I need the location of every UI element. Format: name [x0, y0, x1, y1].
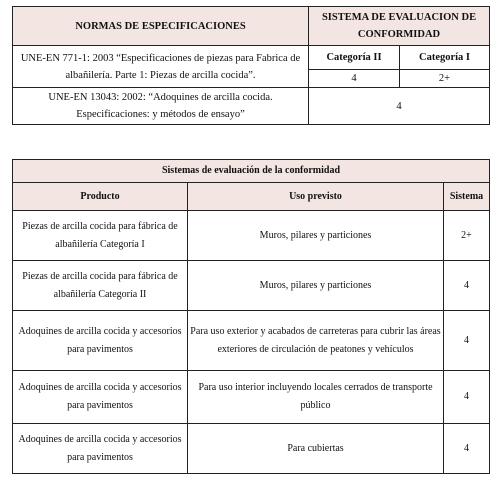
conformity-evaluation-table	[12, 159, 490, 474]
sistema-header: Sistema	[444, 183, 490, 211]
category-i-header: Categoría I	[400, 46, 490, 70]
table-row	[13, 211, 490, 261]
norms-header: NORMAS DE ESPECIFICACIONES	[13, 7, 309, 46]
uso-cell: Muros, pilares y particiones	[188, 261, 444, 311]
uso-cell: Para uso exterior y acabados de carreteras para cubrir las áreas exteriores de circulación de peatones y vehículos	[188, 311, 444, 371]
table-title: Sistemas de evaluación de la conformidad	[13, 160, 490, 183]
table-row	[13, 311, 490, 371]
producto-cell: Adoquines de arcilla cocida y accesorios para pavimentos	[13, 424, 188, 474]
table-row	[13, 261, 490, 311]
category-ii-header: Categoría II	[309, 46, 400, 70]
producto-cell: Piezas de arcilla cocida para fábrica de albañilería Categoría II	[13, 261, 188, 311]
sistema-cell: 4	[444, 261, 490, 311]
norm-une-en-13043: UNE-EN 13043: 2002: “Adoquines de arcilla cocida. Especificaciones: y métodos de ensayo”	[13, 88, 309, 125]
producto-header: Producto	[13, 183, 188, 211]
producto-cell: Piezas de arcilla cocida para fábrica de albañilería Categoría I	[13, 211, 188, 261]
sistema-cell: 2+	[444, 211, 490, 261]
norm-une-en-771-1: UNE-EN 771-1: 2003 “Especificaciones de piezas para Fabrica de albañilería. Parte 1: Piezas de arcilla cocida”.	[13, 46, 309, 88]
uso-cell: Para cubiertas	[188, 424, 444, 474]
conformity-system-header: SISTEMA DE EVALUACION DE CONFORMIDAD	[309, 7, 490, 46]
sistema-cell: 4	[444, 311, 490, 371]
uso-cell: Muros, pilares y particiones	[188, 211, 444, 261]
norm-13043-system-value: 4	[309, 88, 490, 125]
category-ii-value: 4	[309, 70, 400, 88]
uso-previsto-header: Uso previsto	[188, 183, 444, 211]
sistema-cell: 4	[444, 424, 490, 474]
producto-cell: Adoquines de arcilla cocida y accesorios para pavimentos	[13, 371, 188, 424]
specification-norms-table	[12, 6, 490, 125]
producto-cell: Adoquines de arcilla cocida y accesorios para pavimentos	[13, 311, 188, 371]
uso-cell: Para uso interior incluyendo locales cerrados de transporte público	[188, 371, 444, 424]
table-row	[13, 424, 490, 474]
table-row	[13, 371, 490, 424]
category-i-value: 2+	[400, 70, 490, 88]
sistema-cell: 4	[444, 371, 490, 424]
